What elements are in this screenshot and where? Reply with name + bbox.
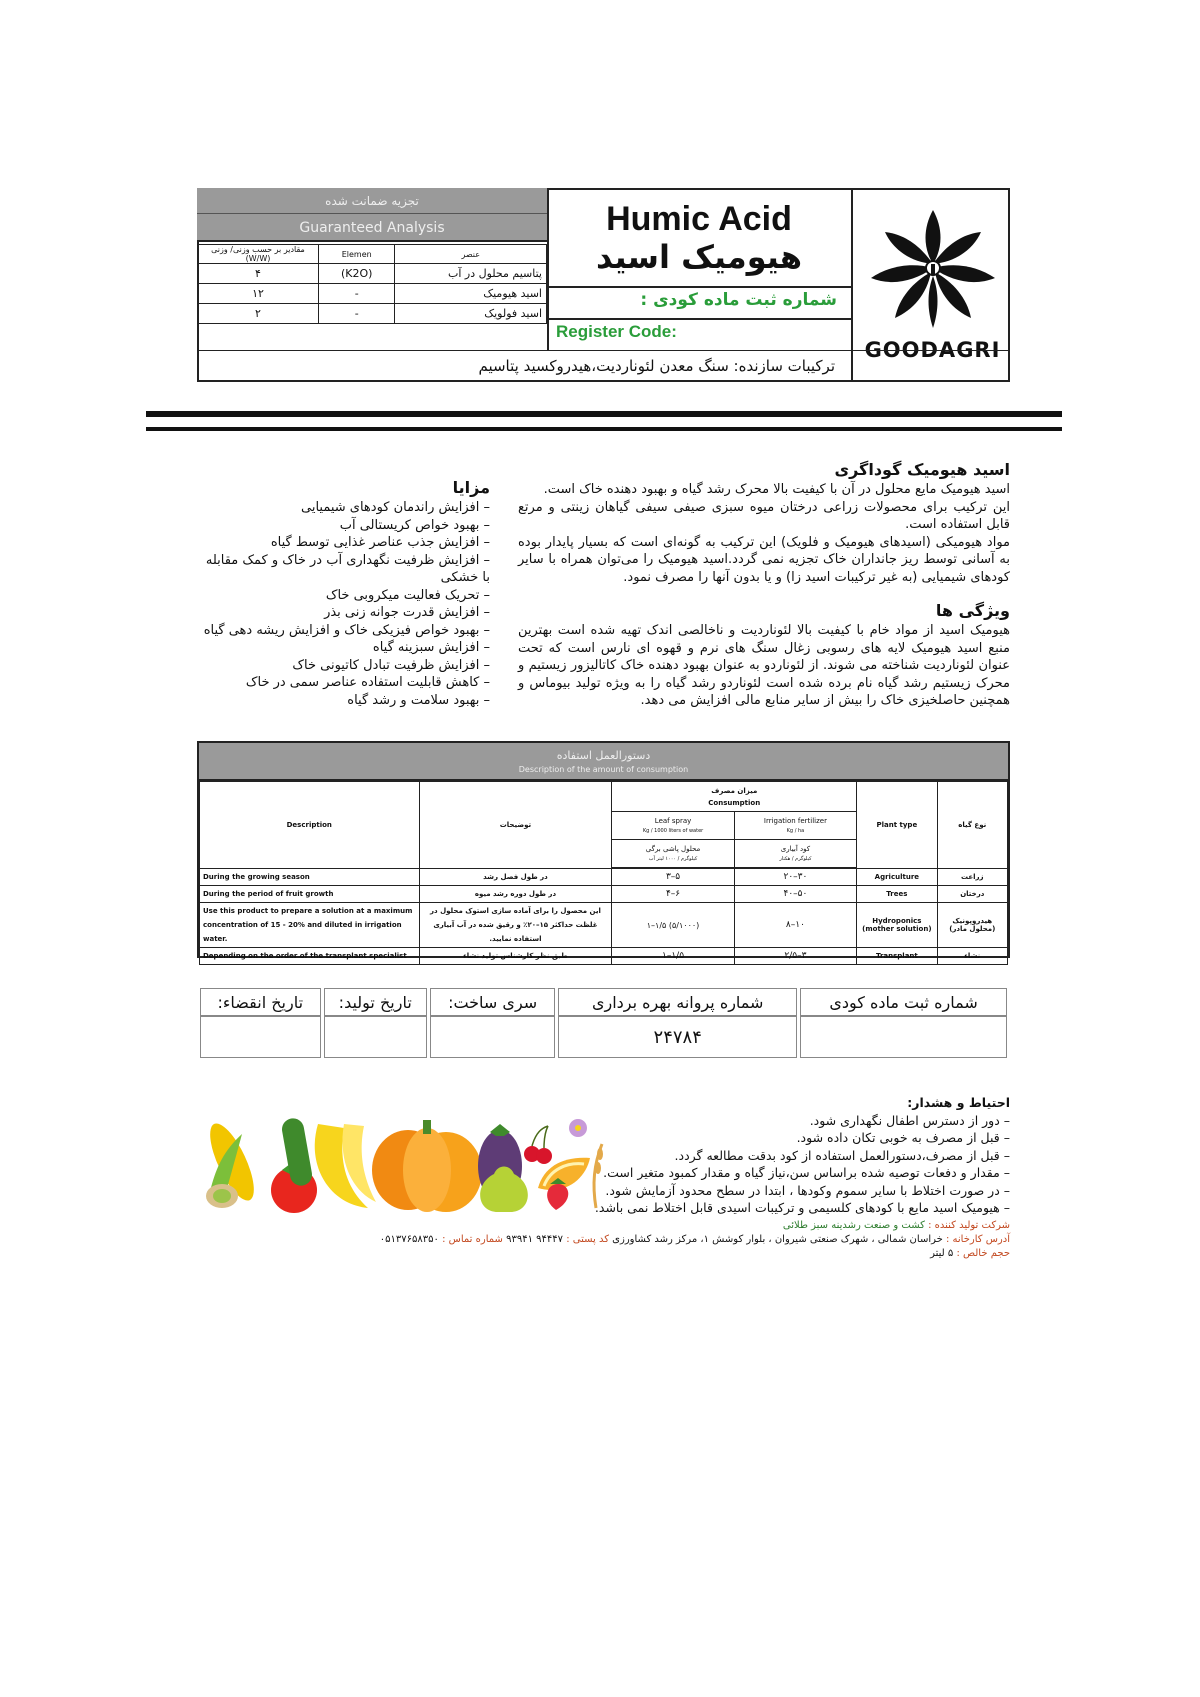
producer-address-line <box>110 1233 1010 1247</box>
postal-label: کد پستی : <box>566 1234 609 1245</box>
irrigation-header-fa <box>734 840 856 868</box>
product-title-en: Humic Acid <box>606 200 792 238</box>
row-irrigation: ۲/۵–۳ <box>734 948 856 965</box>
advantage-item: – بهبود سلامت و رشد گیاه <box>347 692 490 708</box>
consumption-title-bar <box>199 743 1008 781</box>
postal-code: ۹۴۴۴۷ ۹۳۹۴۱ <box>506 1234 563 1245</box>
leaf-spray-label-fa: محلول پاشی برگی <box>645 845 701 853</box>
intro-paragraph <box>518 481 1010 586</box>
register-code-label-en: Register Code: <box>556 322 677 341</box>
brand-name: GOODAGRI <box>864 338 1001 362</box>
row-irrigation: ۴۰–۵۰ <box>734 886 856 903</box>
company-label: شرکت تولید کننده : <box>928 1220 1010 1231</box>
advantage-item: – بهبود خواص کریستالی آب <box>339 517 490 533</box>
permit-value <box>200 1016 321 1058</box>
guaranteed-analysis-table <box>197 244 547 324</box>
consumption-row <box>200 948 1008 965</box>
consumption-title-fa: دستورالعمل استفاده <box>556 749 651 762</box>
permit-value <box>324 1016 427 1058</box>
ga-row <box>198 284 547 304</box>
row-plant-en: Agriculture <box>857 869 937 886</box>
permit-value <box>800 1016 1007 1058</box>
consumption-header-fa: میزان مصرف <box>711 786 758 795</box>
leaf-spray-header-fa <box>612 840 734 868</box>
row-desc-fa: در طول دوره رشد میوه <box>419 886 612 903</box>
row-desc-fa: در طول فصل رشد <box>419 869 612 886</box>
col-explanation: توضیحات <box>419 782 612 869</box>
row-irrigation: ۲۰–۳۰ <box>734 869 856 886</box>
intro-line: اسید هیومیک مایع محلول در آن با کیفیت بالا محرک رشد گیاه و بهبود دهنده خاک است. <box>543 482 1010 497</box>
producer-info <box>110 1219 1010 1261</box>
row-leaf: ۳–۵ <box>612 869 734 886</box>
consumption-row <box>200 886 1008 903</box>
row-plant-en: Transplant <box>857 948 937 965</box>
col-description: Description <box>200 782 420 869</box>
permit-value <box>430 1016 555 1058</box>
product-title-block <box>547 188 851 288</box>
ga-value: ۴ <box>198 264 319 284</box>
producer-volume-line <box>110 1247 1010 1261</box>
consumption-header-en: Consumption <box>708 798 761 807</box>
col-consumption <box>612 782 857 812</box>
col-plant-type-fa: نوع گیاه <box>937 782 1007 869</box>
caution-item: – در صورت اختلاط با سایر سموم وکودها ، ابتدا در سطح محدود آزمایش شود. <box>605 1182 1010 1198</box>
irrigation-label: Irrigation fertilizer <box>763 817 827 825</box>
ga-row <box>198 264 547 284</box>
row-plant-en: Hydroponics (mother solution) <box>857 903 937 948</box>
ga-row <box>198 304 547 324</box>
leaf-spray-unit: Kg / 1000 liters of water <box>642 828 704 834</box>
ga-formula: (K2O) <box>318 264 395 284</box>
row-plant-fa: هیدروپونیک (محلول مادر) <box>937 903 1007 948</box>
consumption-row <box>200 869 1008 886</box>
ga-header-element-en: Elemen <box>318 245 395 264</box>
advantage-item: – افزایش قدرت جوانه زنی بذر <box>324 605 490 620</box>
row-irrigation: ۸–۱۰ <box>734 903 856 948</box>
company-name: کشت و صنعت رشدینه سبز طلائی <box>782 1220 925 1231</box>
row-leaf: ۱–۱/۵ (۵/۱۰۰۰) <box>612 903 734 948</box>
address-label: آدرس کارخانه : <box>945 1234 1010 1245</box>
volume-value: ۵ لیتر <box>930 1248 954 1259</box>
separator-rule <box>146 411 1062 417</box>
advantage-item: – بهبود خواص فیزیکی خاک و افزایش ریشه دهی گیاه <box>203 622 490 638</box>
row-leaf: ۴–۶ <box>612 886 734 903</box>
irrigation-label-fa: کود آبیاری <box>780 845 811 853</box>
goodagri-flower-logo-icon <box>867 206 999 336</box>
irrigation-unit: Kg / ha <box>786 828 805 834</box>
phone-number: ۰۵۱۳۷۶۵۸۳۵۰ <box>379 1234 439 1245</box>
col-plant-type-en: Plant type <box>857 782 937 869</box>
leaf-spray-unit-fa: کیلوگرم / ۱۰۰۰ لیتر آب <box>648 856 698 862</box>
advantage-item: – افزایش ظرفیت نگهداری آب در خاک و کمک مقابله با خشکی <box>205 552 490 585</box>
ga-value: ۲ <box>198 304 319 324</box>
advantage-item: – کاهش قابلیت استفاده عناصر سمی در خاک <box>245 675 490 690</box>
producer-company-line <box>110 1219 1010 1233</box>
ga-header-element-fa: عنصر <box>395 245 547 264</box>
row-leaf: ۱–۱/۵ <box>612 948 734 965</box>
guaranteed-analysis-title-fa: تجزیه ضمانت شده <box>197 188 547 214</box>
advantages-list <box>197 499 490 709</box>
irrigation-header-en <box>734 812 856 840</box>
intro-line: مواد هیومیکی (اسیدهای هیومیک و فلویک) این ترکیب به گونه‌ای است که بسیار پایدار بوده به آسانی توسط ریز جانداران خاک تجزیه نمی گردد.اسید هیومیک را می‌توان همراه با سایر کودهای شیمیایی (به غیر ترکیبات اسید زا) و یا بدون آنها را مصرف نمود. <box>518 534 1010 585</box>
separator-rule <box>146 427 1062 431</box>
row-desc-en: Depending on the order of the transplant specialist <box>200 948 420 965</box>
consumption-row <box>200 903 1008 948</box>
permit-header: تاریخ تولید: <box>324 988 427 1016</box>
leaf-spray-label: Leaf spray <box>654 817 692 825</box>
irrigation-unit-fa: کیلوگرم / هکتار <box>779 856 812 862</box>
ga-element: پتاسیم محلول در آب <box>395 264 547 284</box>
row-desc-fa: این محصول را برای آماده سازی استوک محلول در غلظت حداکثر ۱۵–۲۰٪ و رقیق شده در آب آبیاری استفاده نمایید. <box>419 903 612 948</box>
permit-header: تاریخ انقضاء: <box>200 988 321 1016</box>
intro-line: این ترکیب برای محصولات زراعی درختان میوه سبزی صیفی سیفی گیاهان زینتی و مرتع قابل استفاده است. <box>518 499 1010 532</box>
manufacturer-ingredients: ترکیبات سازنده: سنگ معدن لئوناردیت،هیدروکسید پتاسیم <box>478 357 835 375</box>
guaranteed-analysis-title-en: Guaranteed Analysis <box>197 214 547 242</box>
ga-element: اسید هیومیک <box>395 284 547 304</box>
divider <box>547 318 851 320</box>
row-desc-en: Use this product to prepare a solution at a maximum concentration of 15 - 20% and diluted in irrigation water. <box>200 903 420 948</box>
advantage-item: – افزایش جذب عناصر غذایی توسط گیاه <box>270 535 490 550</box>
caution-item: – دور از دسترس اطفال نگهداری شود. <box>809 1112 1010 1128</box>
ga-value: ۱۲ <box>198 284 319 304</box>
caution-item: – قبل از مصرف به خوبی تکان داده شود. <box>796 1130 1010 1145</box>
row-desc-fa: طبق نظر کارشناس تولید نشاء <box>419 948 612 965</box>
row-plant-en: Trees <box>857 886 937 903</box>
ga-element: اسید فولویک <box>395 304 547 324</box>
guaranteed-analysis-panel <box>197 188 547 350</box>
consumption-table <box>199 781 1008 965</box>
address-text: خراسان شمالی ، شهرک صنعتی شیروان ، بلوار کوشش ۱، مرکز رشد کشاورزی <box>612 1234 943 1245</box>
caution-item: – هیومیک اسید مایع با کودهای کلسیمی و ترکیبات اسیدی قابل اختلاط نمی باشد. <box>594 1200 1010 1215</box>
advantage-item: – افزایش سبزینه گیاه <box>372 640 490 655</box>
features-paragraph: هیومیک اسید از مواد خام با کیفیت بالا لئوناردیت و ناخالصی اندک تهیه شده است بهترین منبع اسید هیومیک لایه های رسوبی زغال سنگ های نرم و قهوه ای نارس است که تحت عنوان لئوناردیت شناخته می شوند. از لئوناردو به عنوان بهبود دهنده خاک کاتالیزور زیستیم و محرک زیستیم رشد گیاه نام برده شده است لئوناردو رشد گیاه را به ویژه تولید بیوماس و همچنین حاصلخیزی خاک را بیش از سایر منابع مالی افزایش می دهد. <box>518 623 1010 708</box>
row-plant-fa: نشاء <box>937 948 1007 965</box>
permit-table <box>197 988 1010 1058</box>
row-plant-fa: زراعت <box>937 869 1007 886</box>
manufacturer-row <box>197 350 1010 382</box>
cautions-title: احتیاط و هشدار: <box>907 1095 1010 1110</box>
advantage-item: – افزایش ظرفیت تبادل کاتیونی خاک <box>292 657 490 673</box>
consumption-box <box>197 741 1010 961</box>
advantage-item: – تحریک فعالیت میکروبی خاک <box>325 587 490 603</box>
register-code-label-fa: شماره ثبت ماده کودی : <box>640 290 837 310</box>
ga-formula: - <box>318 284 395 304</box>
intro-title: اسید هیومیک گوداگری <box>834 460 1010 479</box>
row-plant-fa: درختان <box>937 886 1007 903</box>
leaf-spray-header-en <box>612 812 734 840</box>
consumption-title-en: Description of the amount of consumption <box>518 765 689 774</box>
permit-header: سری ساخت: <box>430 988 555 1016</box>
caution-item: – قبل از مصرف،دستورالعمل استفاده از کود بدقت مطالعه گردد. <box>674 1147 1010 1163</box>
phone-label: شماره تماس : <box>442 1234 503 1245</box>
advantage-item: – افزایش راندمان کودهای شیمیایی <box>301 500 490 515</box>
row-desc-en: During the period of fruit growth <box>200 886 420 903</box>
row-desc-en: During the growing season <box>200 869 420 886</box>
permit-header: شماره ثبت ماده کودی <box>800 988 1007 1016</box>
features-title: ویژگی ها <box>935 601 1010 620</box>
volume-label: حجم خالص : <box>956 1248 1010 1259</box>
caution-item: – مقدار و دفعات توصیه شده براساس سن،نیاز گیاه و مقدار کمبود متغیر است. <box>603 1165 1010 1180</box>
permit-value: ۲۴۷۸۴ <box>558 1016 797 1058</box>
product-title-fa: هیومیک اسید <box>595 238 803 276</box>
permit-header: شماره پروانه بهره برداری <box>558 988 797 1016</box>
cautions-section <box>450 1094 1010 1217</box>
divider <box>547 286 851 288</box>
advantages-title: مزایا <box>452 478 490 497</box>
ga-formula: - <box>318 304 395 324</box>
ga-header-amount: مقادیر بر حسب وزنی/ وزنی (W/W) <box>198 245 319 264</box>
